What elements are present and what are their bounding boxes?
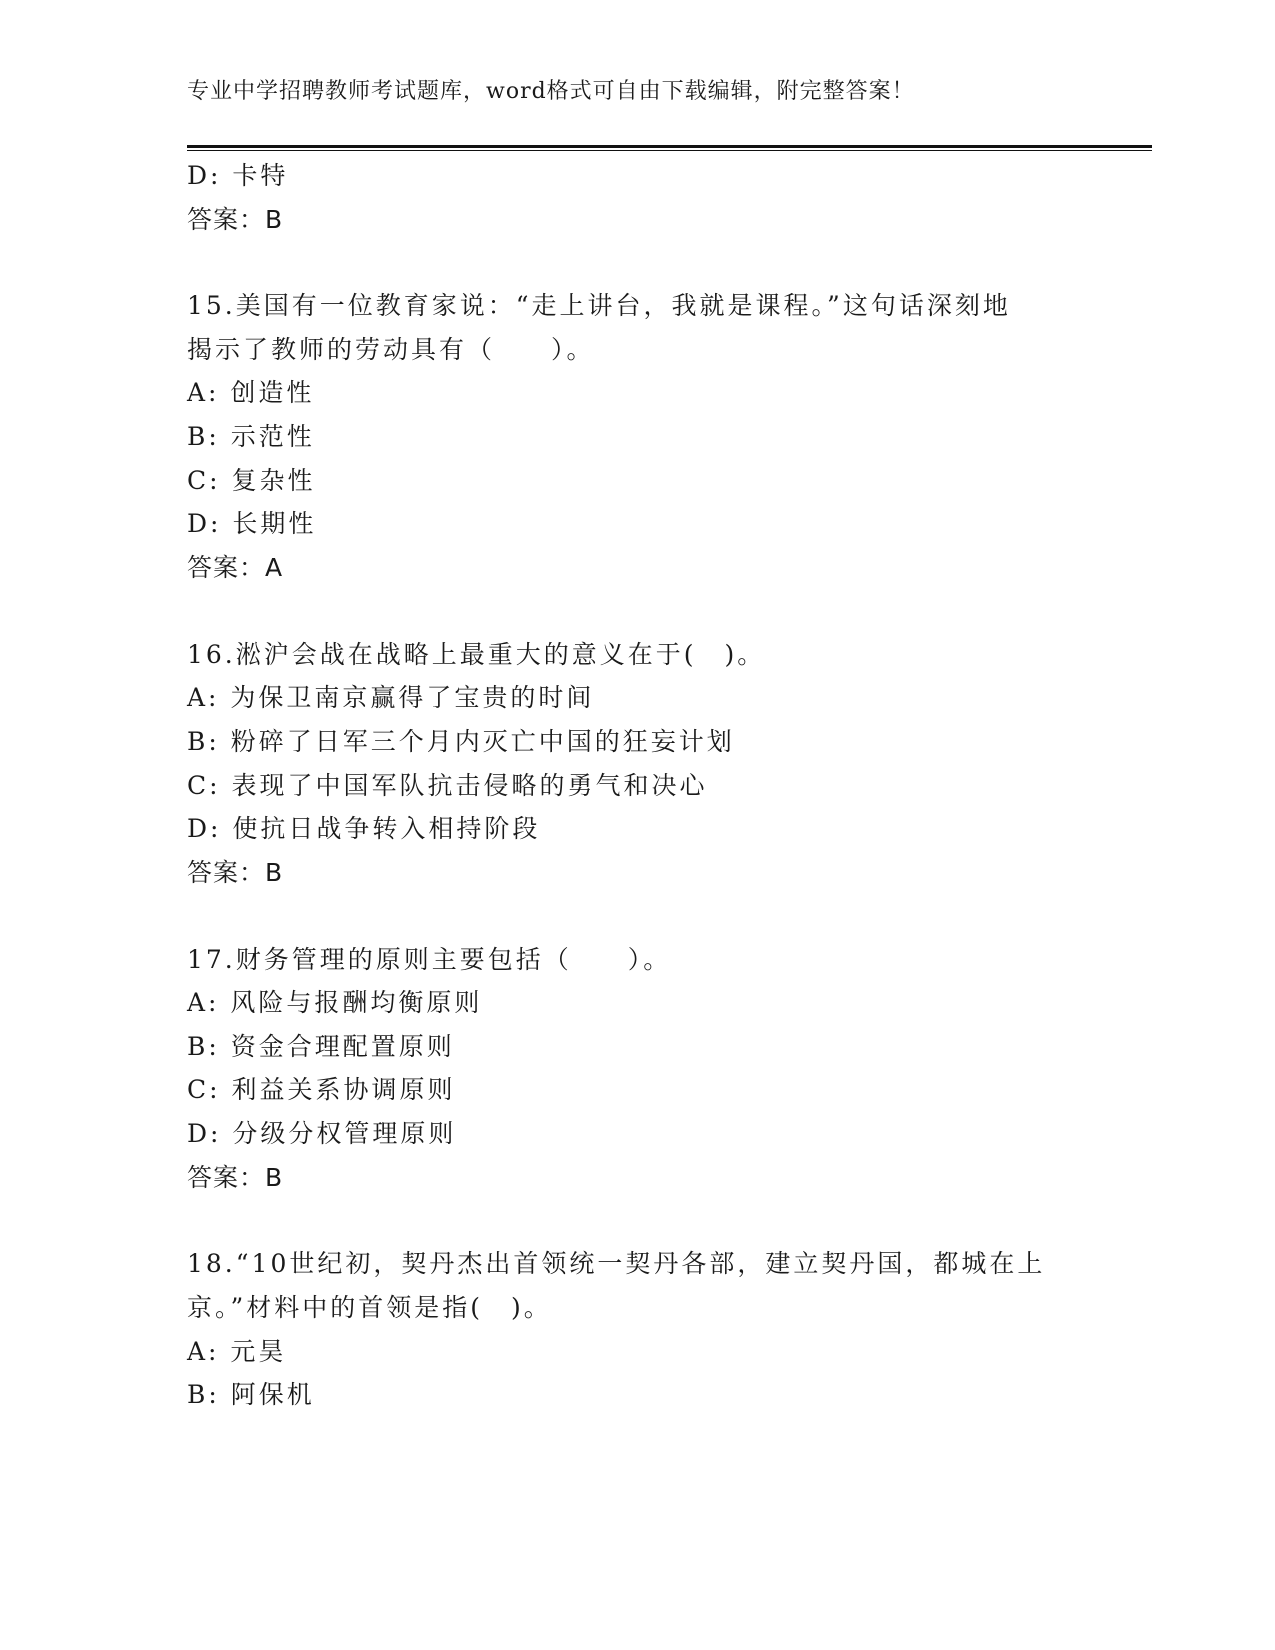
question-stem: 17.财务管理的原则主要包括（ ）。 (187, 945, 672, 974)
answer-line: 答案：A (187, 553, 284, 582)
header-rule-thick (187, 145, 1152, 148)
option-d: D: 分级分权管理原则 (187, 1119, 457, 1148)
option-d: D: 卡特 (187, 161, 289, 190)
question-stem-cont: 揭示了教师的劳动具有（ ）。 (187, 335, 595, 364)
question-stem: 15.美国有一位教育家说：“走上讲台，我就是课程。”这句话深刻地 (187, 291, 1011, 320)
question-stem: 16.淞沪会战在战略上最重大的意义在于( )。 (187, 640, 766, 669)
question-stem: 18.“10世纪初，契丹杰出首领统一契丹各部，建立契丹国，都城在上 (187, 1249, 1046, 1278)
option-c: C: 利益关系协调原则 (187, 1075, 456, 1104)
answer-line: 答案：B (187, 1163, 284, 1192)
header-rule-thin (187, 150, 1152, 151)
option-a: A: 风险与报酬均衡原则 (187, 988, 483, 1017)
option-a: A: 创造性 (187, 378, 315, 407)
option-c: C: 表现了中国军队抗击侵略的勇气和决心 (187, 771, 708, 800)
option-c: C: 复杂性 (187, 466, 316, 495)
option-b: B: 阿保机 (187, 1380, 315, 1409)
option-b: B: 示范性 (187, 422, 315, 451)
option-d: D: 长期性 (187, 509, 317, 538)
option-d: D: 使抗日战争转入相持阶段 (187, 814, 541, 843)
answer-line: 答案：B (187, 858, 284, 887)
answer-line: 答案：B (187, 205, 284, 234)
question-stem-cont: 京。”材料中的首领是指( )。 (187, 1293, 552, 1322)
option-a: A: 元昊 (187, 1337, 287, 1366)
page-header: 专业中学招聘教师考试题库，word格式可自由下载编辑，附完整答案！ (187, 79, 915, 104)
option-b: B: 粉碎了日军三个月内灭亡中国的狂妄计划 (187, 727, 735, 756)
option-a: A: 为保卫南京赢得了宝贵的时间 (187, 683, 595, 712)
option-b: B: 资金合理配置原则 (187, 1032, 455, 1061)
